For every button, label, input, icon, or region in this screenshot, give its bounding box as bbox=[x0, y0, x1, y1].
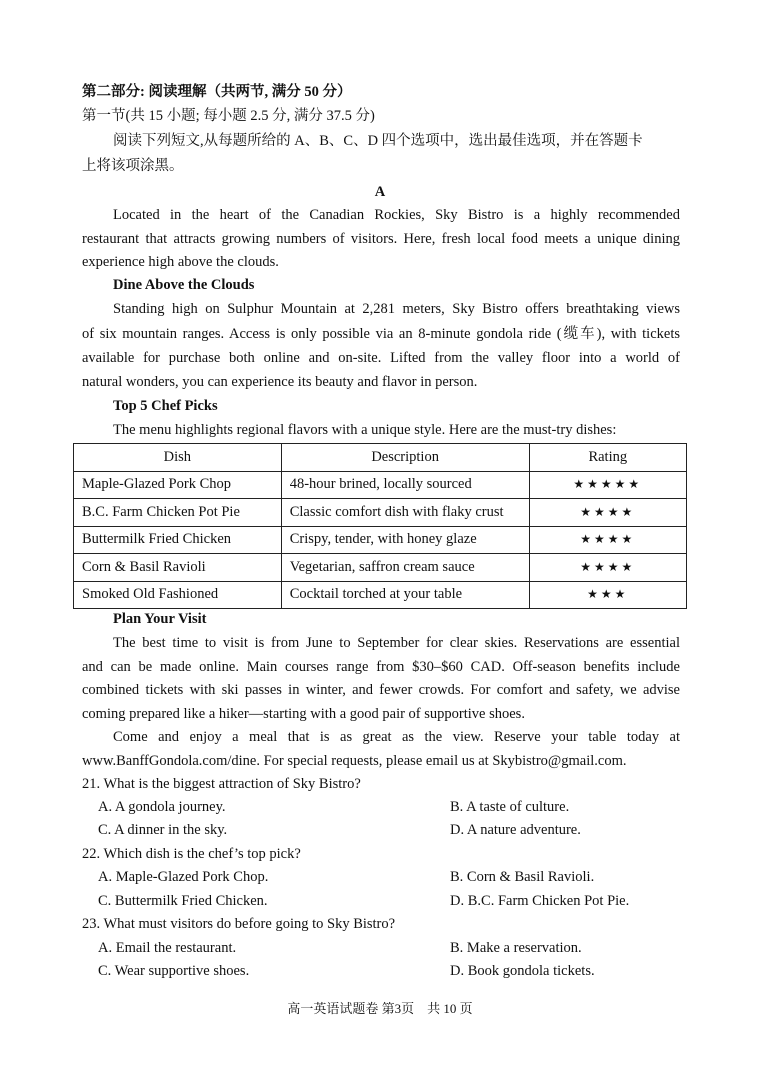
dine-line-4: natural wonders, you can experience its beauty and flavor in person. bbox=[82, 374, 478, 390]
rating-stars: ★★★ bbox=[529, 581, 686, 609]
description-cell: Classic comfort dish with flaky crust bbox=[281, 499, 529, 527]
plan-line-3: combined tickets with ski passes in winter, and fewer crowds. For comfort and safety, we advise bbox=[82, 682, 680, 698]
plan-line-2: and can be made online. Main courses range from $30–$60 CAD. Off-season benefits include bbox=[82, 659, 680, 675]
option-a: A. Email the restaurant. bbox=[98, 940, 237, 956]
option-b: B. Corn & Basil Ravioli. bbox=[450, 869, 595, 885]
rating-stars: ★★★★ bbox=[529, 499, 686, 527]
option-c: C. Buttermilk Fried Chicken. bbox=[98, 893, 268, 909]
description-cell: Vegetarian, saffron cream sauce bbox=[281, 554, 529, 582]
option-d: D. Book gondola tickets. bbox=[450, 963, 595, 979]
passage-label: A bbox=[374, 184, 386, 200]
plan-line-4: coming prepared like a hiker—starting with a good pair of supportive shoes. bbox=[82, 706, 525, 722]
option-b: B. Make a reservation. bbox=[450, 940, 582, 956]
page-footer: 高一英语试题卷 第3页 共 10 页 bbox=[287, 1001, 473, 1016]
table-row bbox=[74, 499, 687, 527]
chef-picks-table bbox=[73, 443, 687, 609]
subsection-header: 第一节(共 15 小题; 每小题 2.5 分, 满分 37.5 分) bbox=[82, 108, 375, 124]
closing-line-1: Come and enjoy a meal that is as great as the view. Reserve your table today at bbox=[113, 729, 680, 745]
table-header-rating: Rating bbox=[529, 444, 686, 472]
dish-cell: Buttermilk Fried Chicken bbox=[74, 526, 282, 554]
table-row bbox=[74, 581, 687, 609]
question-stem: 21. What is the biggest attraction of Sky Bistro? bbox=[82, 776, 361, 792]
option-c: C. A dinner in the sky. bbox=[98, 822, 228, 838]
dine-line-2: of six mountain ranges. Access is only possible via an 8-minute gondola ride (缆车), with tickets bbox=[82, 326, 680, 342]
option-d: D. B.C. Farm Chicken Pot Pie. bbox=[450, 893, 630, 909]
instructions-line-1: 阅读下列短文,从每题所给的 A、B、C、D 四个选项中，选出最佳选项，并在答题卡 bbox=[113, 133, 643, 149]
intro-line-3: experience high above the clouds. bbox=[82, 254, 279, 270]
table-row bbox=[74, 526, 687, 554]
dine-line-3: available for purchase both online and on-site. Lifted from the valley floor into a world of bbox=[82, 350, 680, 366]
dish-cell: Smoked Old Fashioned bbox=[74, 581, 282, 609]
question-stem: 22. Which dish is the chef’s top pick? bbox=[82, 846, 301, 862]
instructions-line-2: 上将该项涂黑。 bbox=[82, 158, 184, 174]
option-a: A. A gondola journey. bbox=[98, 799, 226, 815]
dish-cell: B.C. Farm Chicken Pot Pie bbox=[74, 499, 282, 527]
rating-stars: ★★★★ bbox=[529, 526, 686, 554]
option-a: A. Maple-Glazed Pork Chop. bbox=[98, 869, 269, 885]
description-cell: Cocktail torched at your table bbox=[281, 581, 529, 609]
option-d: D. A nature adventure. bbox=[450, 822, 581, 838]
intro-line-1: Located in the heart of the Canadian Rockies, Sky Bistro is a highly recommended bbox=[113, 207, 680, 223]
question-stem: 23. What must visitors do before going to Sky Bistro? bbox=[82, 916, 396, 932]
dish-cell: Corn & Basil Ravioli bbox=[74, 554, 282, 582]
description-cell: 48-hour brined, locally sourced bbox=[281, 471, 529, 499]
plan-line-1: The best time to visit is from June to September for clear skies. Reservations are essential bbox=[113, 635, 680, 651]
description-cell: Crispy, tender, with honey glaze bbox=[281, 526, 529, 554]
intro-line-2: restaurant that attracts growing numbers of visitors. Here, fresh local food meets a unique dining bbox=[82, 231, 680, 247]
table-header-description: Description bbox=[281, 444, 529, 472]
table-header-row bbox=[74, 444, 687, 472]
table-row bbox=[74, 471, 687, 499]
option-c: C. Wear supportive shoes. bbox=[98, 963, 250, 979]
table-row bbox=[74, 554, 687, 582]
heading-picks: Top 5 Chef Picks bbox=[113, 398, 218, 414]
heading-dine: Dine Above the Clouds bbox=[113, 277, 255, 293]
heading-plan: Plan Your Visit bbox=[113, 611, 207, 627]
closing-line-2: www.BanffGondola.com/dine. For special requests, please email us at Skybistro@gmail.com. bbox=[82, 753, 627, 769]
option-b: B. A taste of culture. bbox=[450, 799, 570, 815]
picks-intro: The menu highlights regional flavors with a unique style. Here are the must-try dishes: bbox=[113, 422, 617, 438]
table-header-dish: Dish bbox=[74, 444, 282, 472]
section-header: 第二部分: 阅读理解（共两节, 满分 50 分） bbox=[82, 84, 352, 100]
rating-stars: ★★★★★ bbox=[529, 471, 686, 499]
rating-stars: ★★★★ bbox=[529, 554, 686, 582]
dish-cell: Maple-Glazed Pork Chop bbox=[74, 471, 282, 499]
dine-line-1: Standing high on Sulphur Mountain at 2,281 meters, Sky Bistro offers breathtaking views bbox=[113, 301, 680, 317]
